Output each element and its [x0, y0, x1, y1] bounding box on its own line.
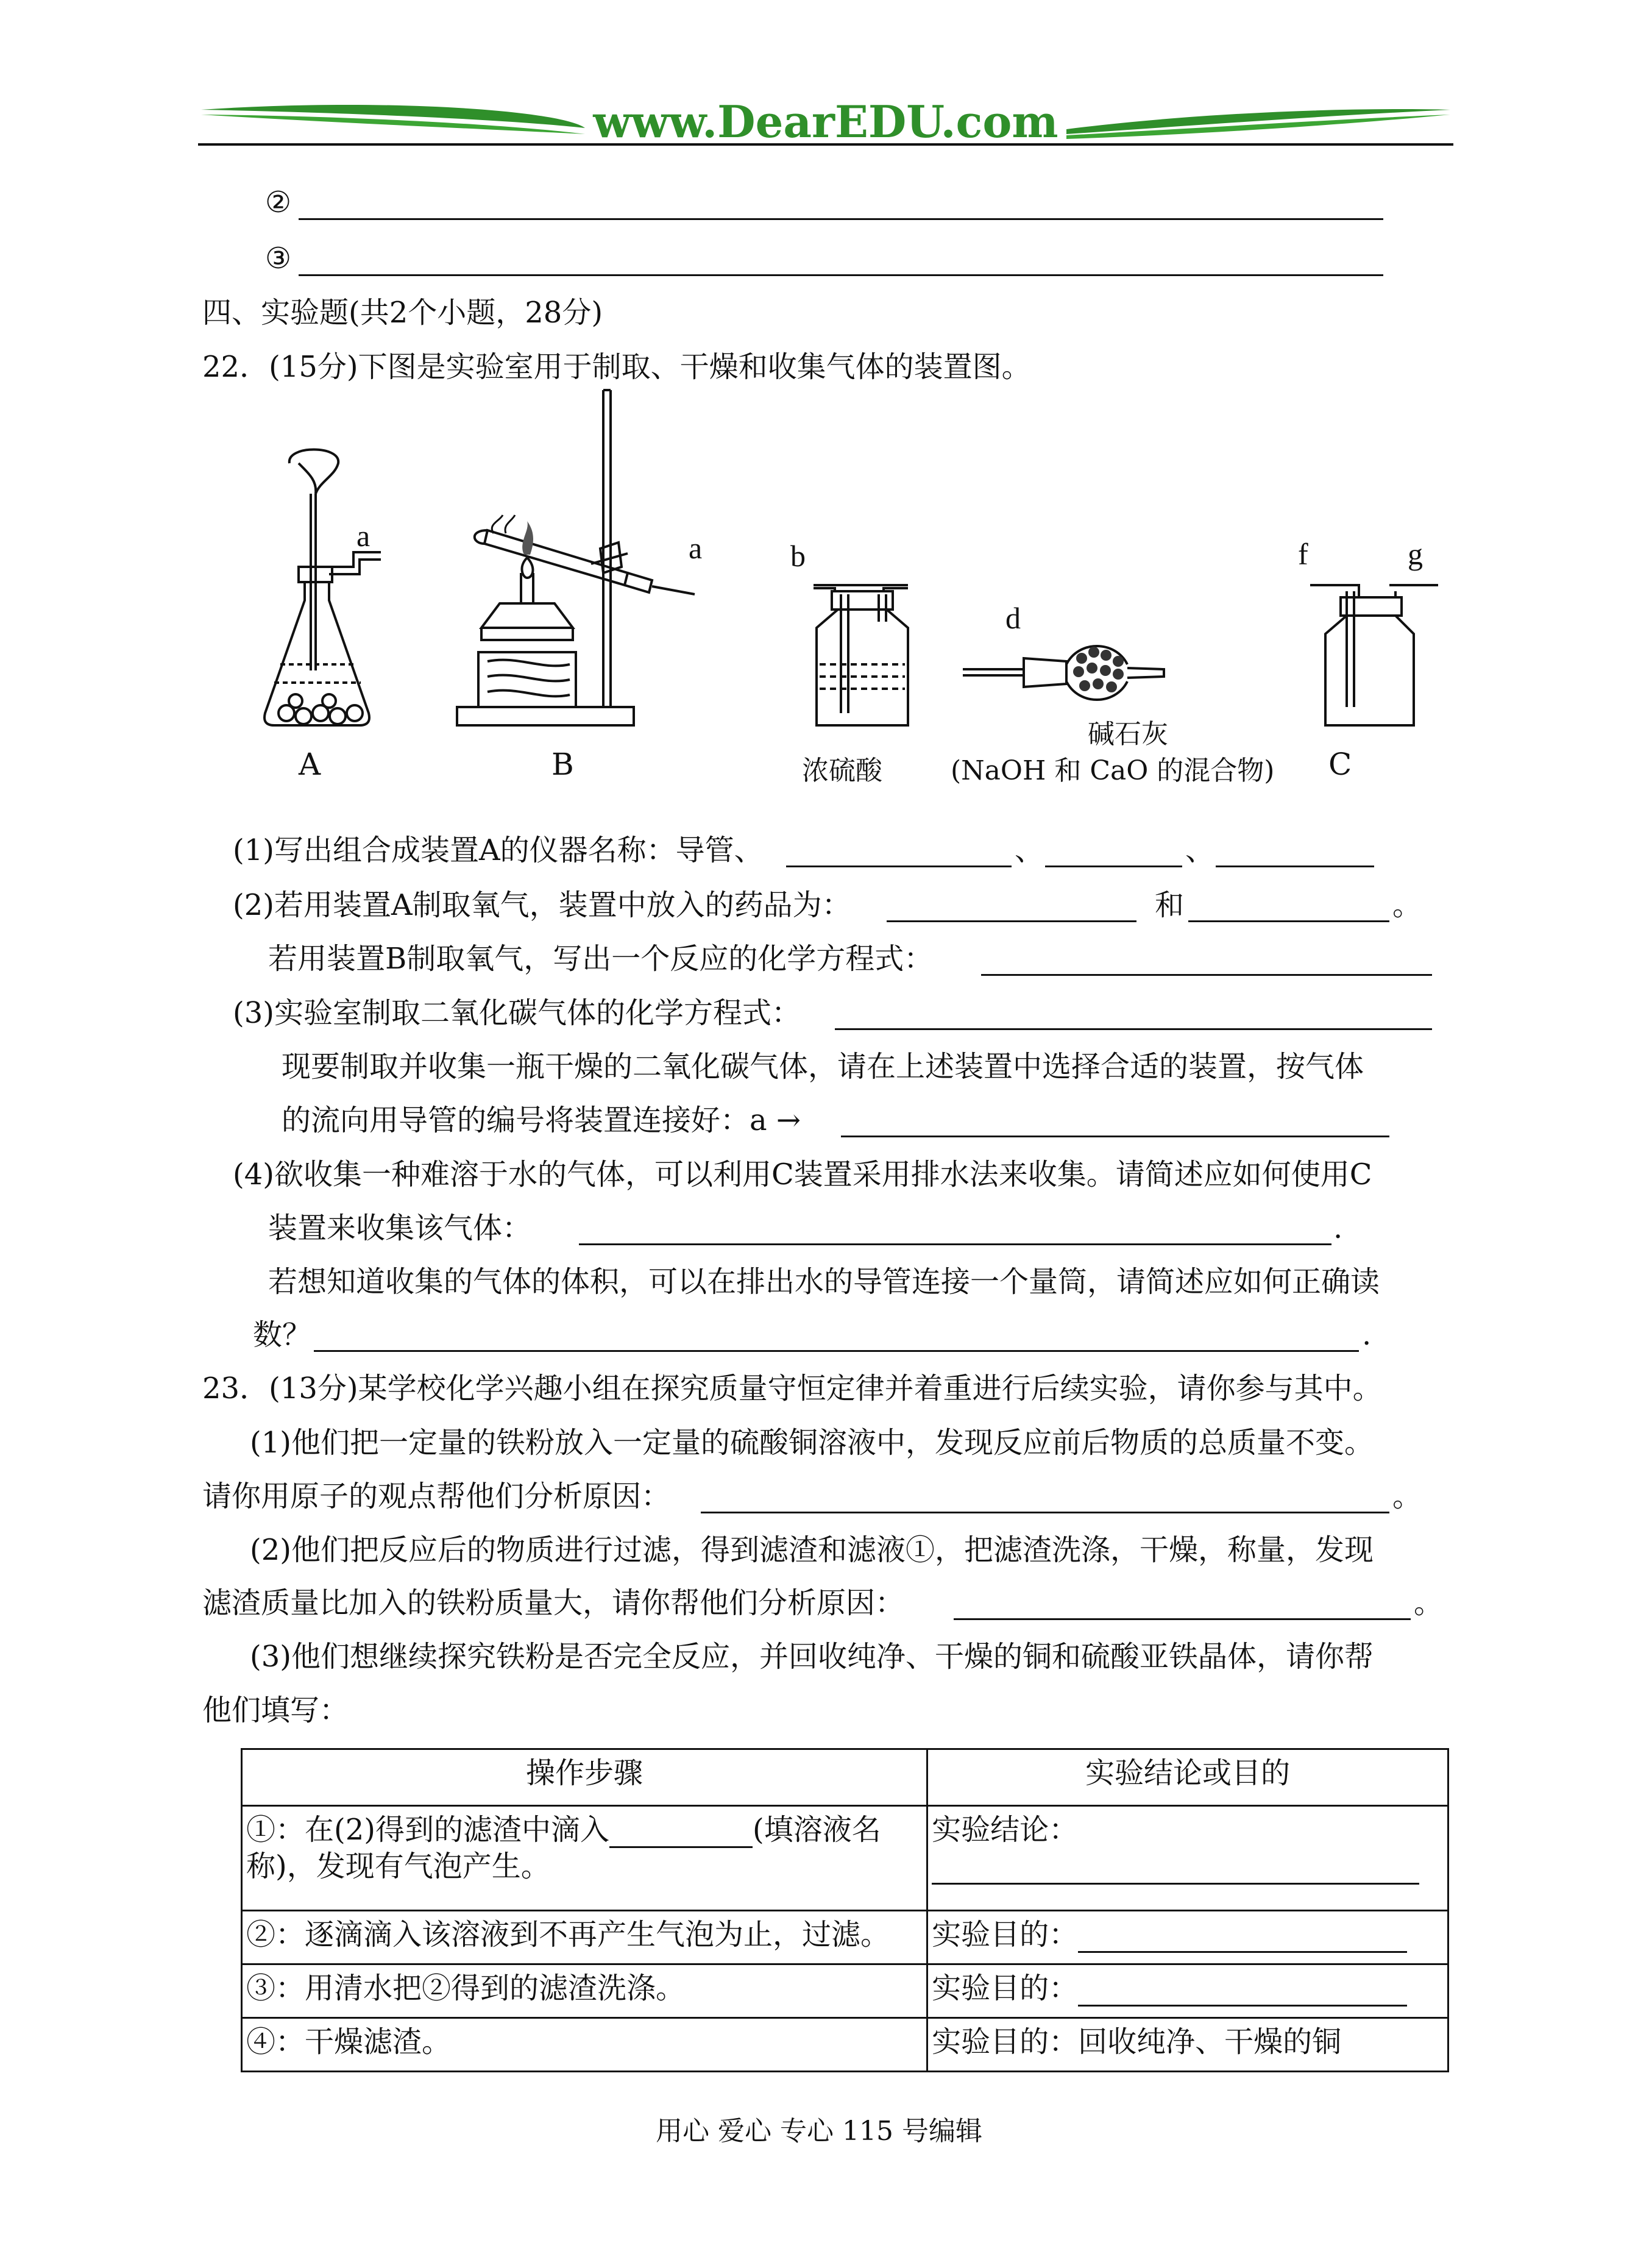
table-cell-step: ③：用清水把②得到的滤渣洗涤。	[242, 1964, 927, 2018]
soda-lime-granules	[1073, 647, 1124, 692]
q22-2: (2)若用装置A制取氧气，装置中放入的药品为：	[233, 888, 851, 922]
label-d: d	[1005, 601, 1021, 635]
q22-1: (1)写出组合成装置A的仪器名称：导管、	[233, 833, 764, 867]
q23-2b: 滤渣质量比加入的铁粉质量大，请你帮他们分析原因：	[202, 1586, 905, 1620]
table-row	[242, 1964, 1448, 2018]
q22-3: (3)实验室制取二氧化碳气体的化学方程式：	[233, 996, 801, 1030]
table-row	[242, 1806, 1448, 1911]
q23-1b: 请你用原子的观点帮他们分析原因：	[202, 1479, 671, 1513]
q22-4c: 若想知道收集的气体的体积，可以在排出水的导管连接一个量筒，请简述应如何正确读	[268, 1265, 1380, 1299]
q22-4b: 装置来收集该气体：	[268, 1211, 532, 1245]
label-a1: a	[356, 519, 370, 553]
q22-2-end: 。	[1392, 888, 1422, 922]
q22-4b-blank[interactable]	[579, 1243, 1331, 1245]
purpose-blank-2[interactable]	[1078, 1921, 1407, 1953]
blank2-marker: ②	[265, 185, 292, 219]
q22-1-blank1[interactable]	[786, 866, 1012, 867]
q22-2-blank2[interactable]	[1188, 920, 1389, 922]
q22-3c-blank[interactable]	[841, 1136, 1389, 1137]
reagent-blank[interactable]	[609, 1816, 753, 1848]
experiment-table	[241, 1748, 1449, 2072]
q22-2-blank1[interactable]	[887, 920, 1136, 922]
q23-1: (1)他们把一定量的铁粉放入一定量的硫酸铜溶液中，发现反应前后物质的总质量不变。	[250, 1426, 1374, 1460]
q23-1b-blank[interactable]	[701, 1512, 1389, 1513]
q22-2-and: 和	[1155, 888, 1185, 922]
blank3-line[interactable]	[299, 274, 1383, 276]
section-4-title: 四、实验题(共2个小题，28分)	[202, 296, 603, 330]
q22-4b-end: .	[1333, 1211, 1343, 1245]
q22-4: (4)欲收集一种难溶于水的气体，可以利用C装置采用排水法来收集。请简述应如何使用C	[233, 1157, 1372, 1192]
conclusion-blank[interactable]	[932, 1852, 1419, 1885]
apparatus-a-flask	[264, 450, 381, 726]
header-logo-text[interactable]: www.DearEDU.com	[593, 96, 1058, 148]
q22-2b-blank[interactable]	[981, 974, 1432, 976]
q22-4d: 数？	[253, 1318, 312, 1352]
caption-conc-acid: 浓硫酸	[802, 755, 882, 786]
label-f: f	[1298, 537, 1308, 571]
label-g: g	[1408, 537, 1423, 571]
table-cell-result: 实验结论：	[927, 1806, 1448, 1911]
blank2-line[interactable]	[299, 218, 1383, 220]
q22-intro: 22．(15分)下图是实验室用于制取、干燥和收集气体的装置图。	[202, 350, 1031, 384]
q23-2b-end: 。	[1414, 1586, 1444, 1620]
q22-2b: 若用装置B制取氧气，写出一个反应的化学方程式：	[268, 942, 934, 976]
header-rule	[198, 143, 1453, 146]
wash-bottle	[814, 585, 908, 725]
flame-icon	[522, 521, 533, 555]
caption-soda-lime-detail: (NaOH 和 CaO 的混合物)	[951, 755, 1275, 786]
q23-3b: 他们填写：	[202, 1693, 349, 1727]
caption-a: A	[299, 747, 321, 782]
q22-1-sep2: 、	[1185, 833, 1215, 867]
apparatus-b	[457, 390, 695, 725]
q22-3c: 的流向用导管的编号将装置连接好：a →	[282, 1103, 801, 1137]
table-header-result: 实验结论或目的	[927, 1749, 1448, 1806]
apparatus-c-bottle	[1310, 585, 1438, 725]
page-footer: 用心 爱心 专心 115 号编辑	[656, 2116, 982, 2147]
caption-b: B	[551, 747, 574, 782]
caption-soda-lime: 碱石灰	[1088, 719, 1168, 750]
q23-3: (3)他们想继续探究铁粉是否完全反应，并回收纯净、干燥的铜和硫酸亚铁晶体，请你帮	[250, 1640, 1374, 1674]
blank3-marker: ③	[265, 241, 292, 276]
q22-1-blank3[interactable]	[1216, 866, 1374, 867]
table-cell-step: ②：逐滴滴入该溶液到不再产生气泡为止，过滤。	[242, 1911, 927, 1964]
label-a2: a	[689, 531, 703, 565]
q22-3-blank[interactable]	[835, 1028, 1432, 1030]
q23-2: (2)他们把反应后的物质进行过滤，得到滤渣和滤液①，把滤渣洗涤，干燥，称量，发现	[250, 1533, 1374, 1567]
apparatus-figure	[201, 384, 1456, 811]
purpose-blank-3[interactable]	[1078, 1974, 1407, 2007]
q22-3b: 现要制取并收集一瓶干燥的二氧化碳气体，请在上述装置中选择合适的装置，按气体	[282, 1050, 1364, 1084]
label-b: b	[790, 539, 806, 573]
q22-1-blank2[interactable]	[1045, 866, 1182, 867]
q22-4d-blank[interactable]	[314, 1350, 1359, 1352]
q22-1-sep1: 、	[1015, 833, 1044, 867]
heat-marks	[492, 515, 515, 533]
table-row	[242, 2018, 1448, 2072]
table-cell-result: 实验目的：回收纯净、干燥的铜	[927, 2018, 1448, 2072]
q23-intro: 23．(13分)某学校化学兴趣小组在探究质量守恒定律并着重进行后续实验，请你参与其中。	[202, 1371, 1382, 1406]
table-cell-result: 实验目的：	[927, 1911, 1448, 1964]
table-cell-result: 实验目的：	[927, 1964, 1448, 2018]
table-cell-step: ④：干燥滤渣。	[242, 2018, 927, 2072]
table-cell-step: ①：在(2)得到的滤渣中滴入 (填溶液名 称)，发现有气泡产生。	[242, 1806, 927, 1911]
q22-4d-end: .	[1362, 1318, 1372, 1352]
table-header-step: 操作步骤	[242, 1749, 927, 1806]
drying-tube	[963, 646, 1164, 700]
table-row	[242, 1911, 1448, 1964]
q23-1b-end: 。	[1392, 1479, 1422, 1513]
caption-c: C	[1328, 747, 1352, 782]
q23-2b-blank[interactable]	[954, 1618, 1411, 1620]
